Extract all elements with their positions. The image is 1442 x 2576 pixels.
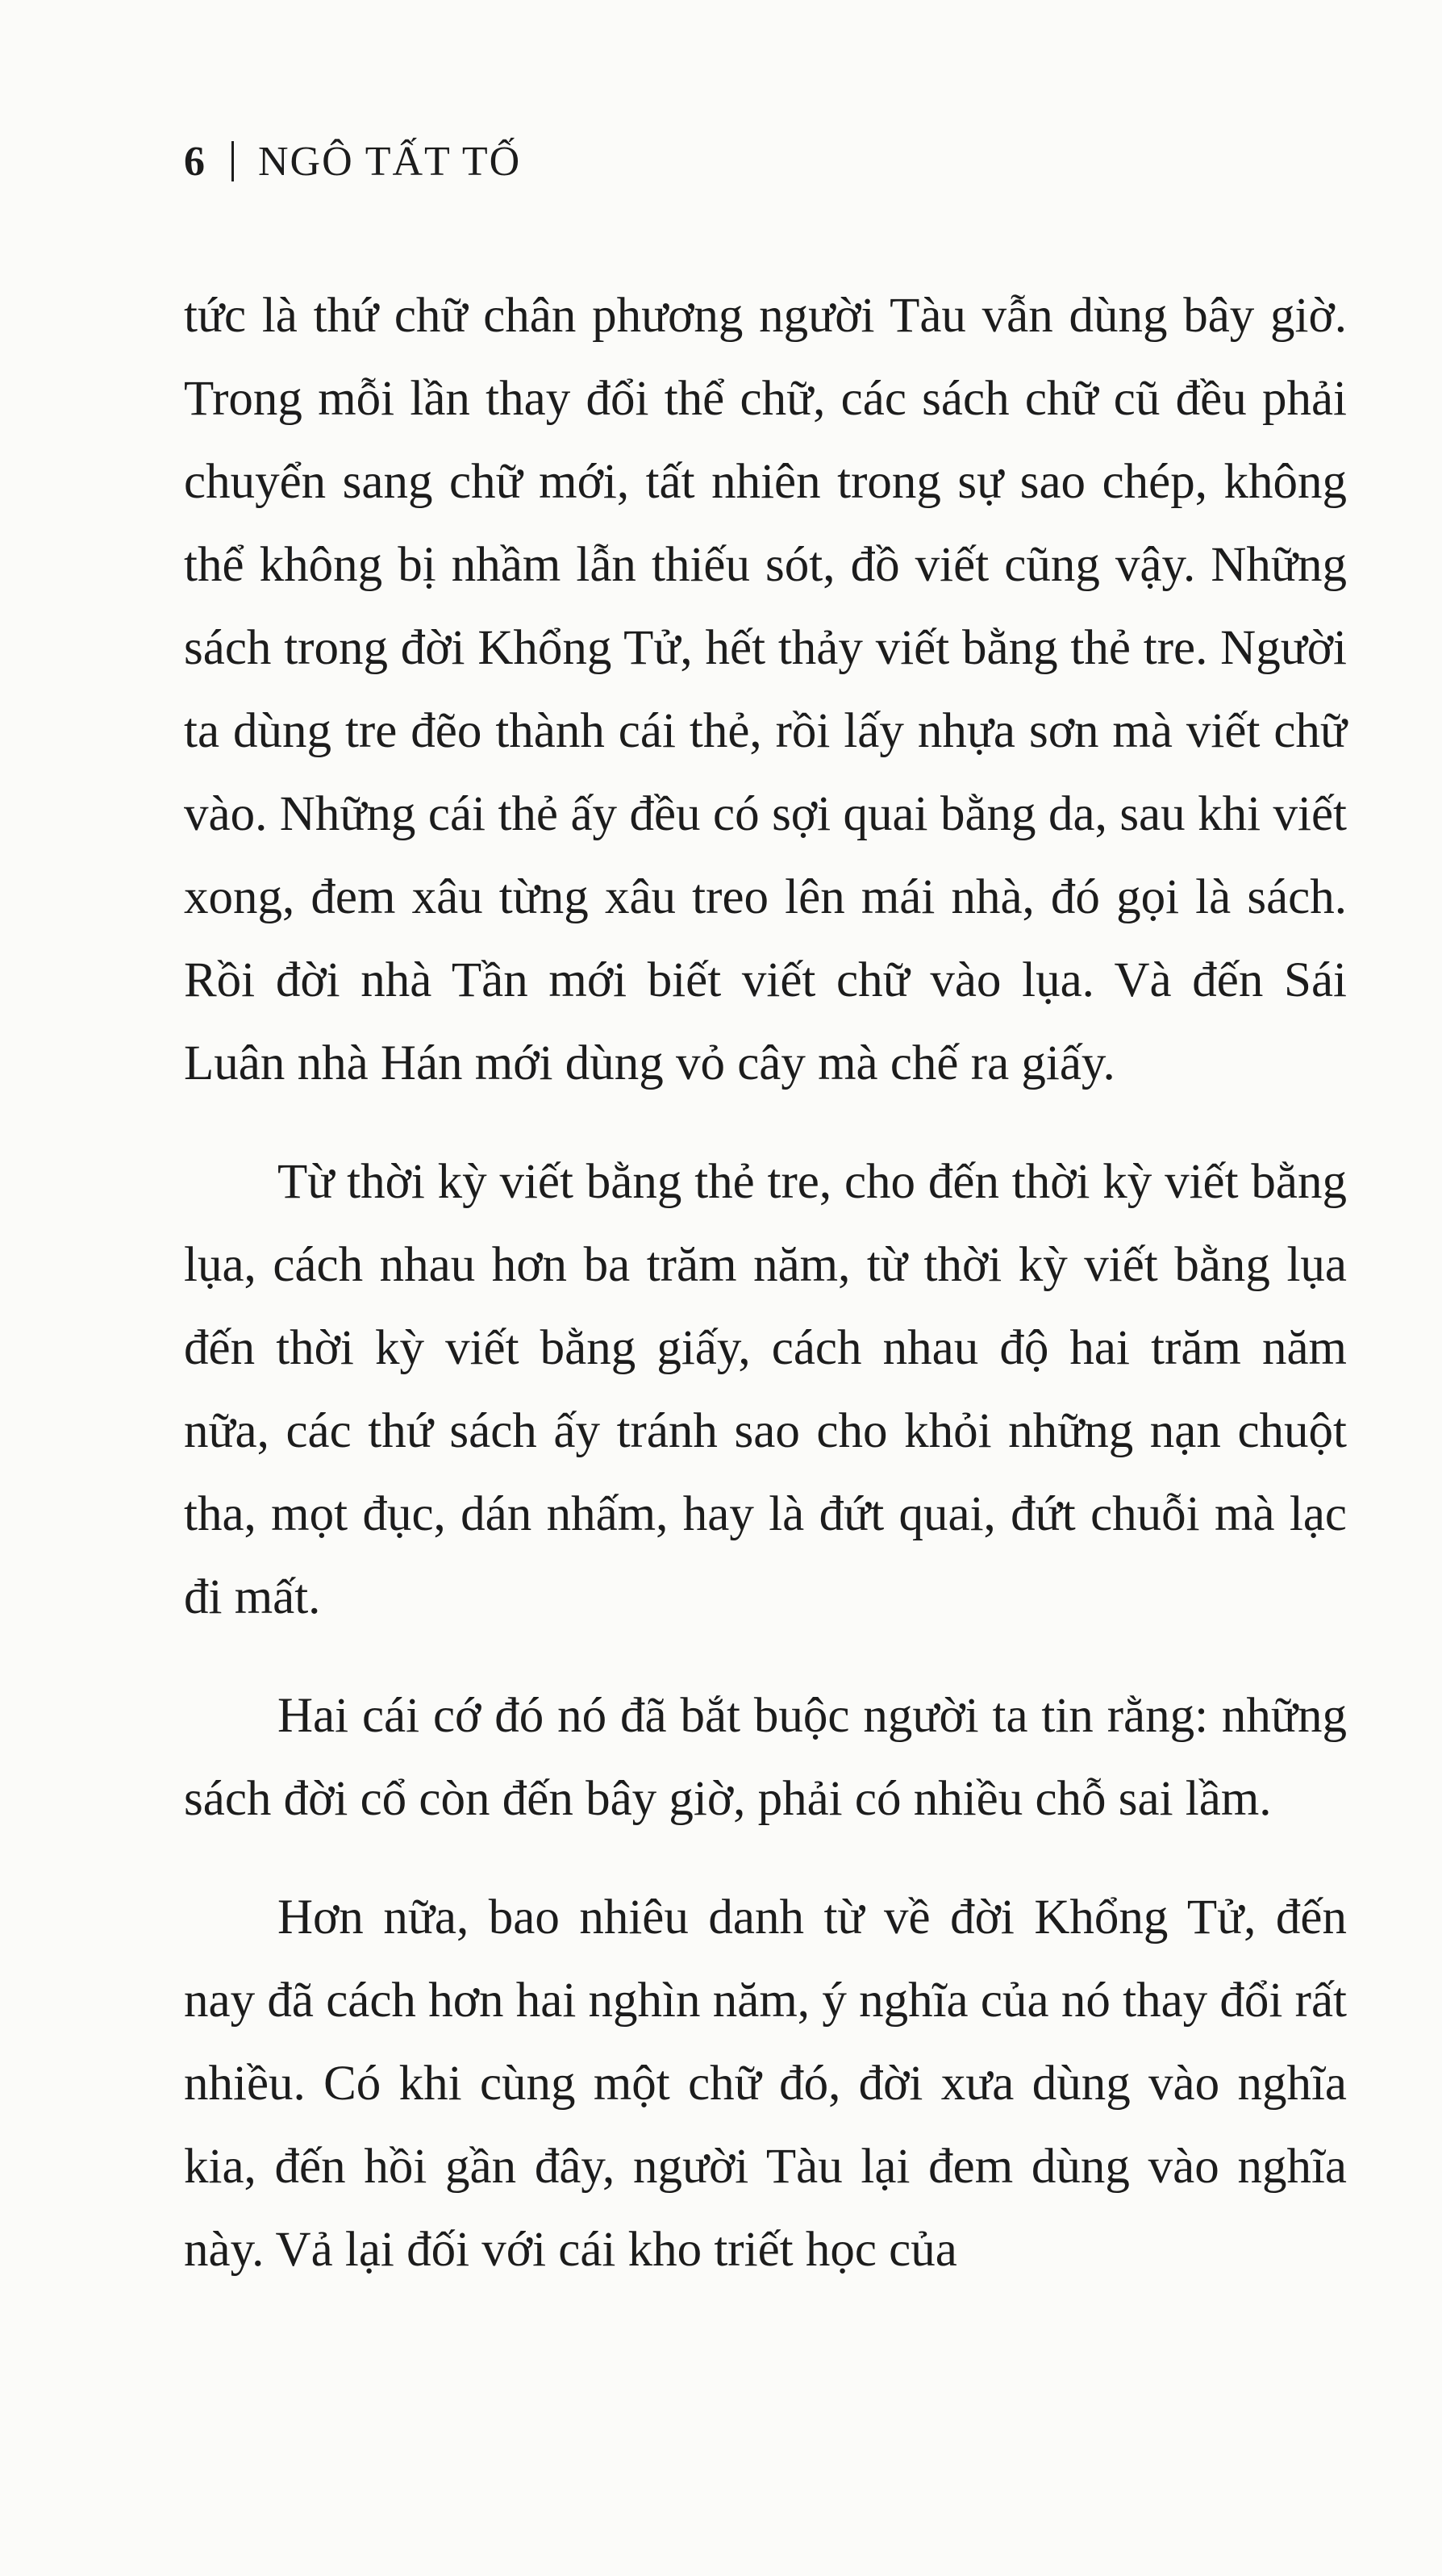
paragraph-4: Hơn nữa, bao nhiêu danh từ về đời Khổng Tử, đến nay đã cách hơn hai nghìn năm, ý nghĩa của nó thay đổi rất nhiều. Có khi cùng một chữ đó, đời xưa dùng vào nghĩa kia, đến hồi gần đây, người Tàu lại đem dùng vào nghĩa này. Vả lại đối với cái kho triết học của xyxy=(184,1890,1347,2277)
paragraph-1: tức là thứ chữ chân phương người Tàu vẫn dùng bây giờ. Trong mỗi lần thay đổi thể chữ, các sách chữ cũ đều phải chuyển sang chữ mới, tất nhiên trong sự sao chép, không thể không bị nhầm lẫn thiếu sót, đồ viết cũng vậy. Những sách trong đời Khổng Tử, hết thảy viết bằng thẻ tre. Người ta dùng tre đẽo thành cái thẻ, rồi lấy nhựa sơn mà viết chữ vào. Những cái thẻ ấy đều có sợi quai bằng da, sau khi viết xong, đem xâu từng xâu treo lên mái nhà, đó gọi là sách. Rồi đời nhà Tần mới biết viết chữ vào lụa. Và đến Sái Luân nhà Hán mới dùng vỏ cây mà chế ra giấy. xyxy=(184,289,1347,1090)
page-number: 6 xyxy=(184,138,206,185)
paragraph-3: Hai cái cớ đó nó đã bắt buộc người ta tin rằng: những sách đời cổ còn đến bây giờ, phải có nhiều chỗ sai lầm. xyxy=(184,1689,1347,1826)
body-text xyxy=(184,274,1347,2291)
paragraph-2: Từ thời kỳ viết bằng thẻ tre, cho đến thời kỳ viết bằng lụa, cách nhau hơn ba trăm năm, từ thời kỳ viết bằng lụa đến thời kỳ viết bằng giấy, cách nhau độ hai trăm năm nữa, các thứ sách ấy tránh sao cho khỏi những nạn chuột tha, mọt đục, dán nhấm, hay là đứt quai, đứt chuỗi mà lạc đi mất. xyxy=(184,1155,1347,1624)
author-name: NGÔ TẤT TỐ xyxy=(258,138,522,185)
header-divider xyxy=(231,141,234,181)
running-header xyxy=(184,129,521,194)
